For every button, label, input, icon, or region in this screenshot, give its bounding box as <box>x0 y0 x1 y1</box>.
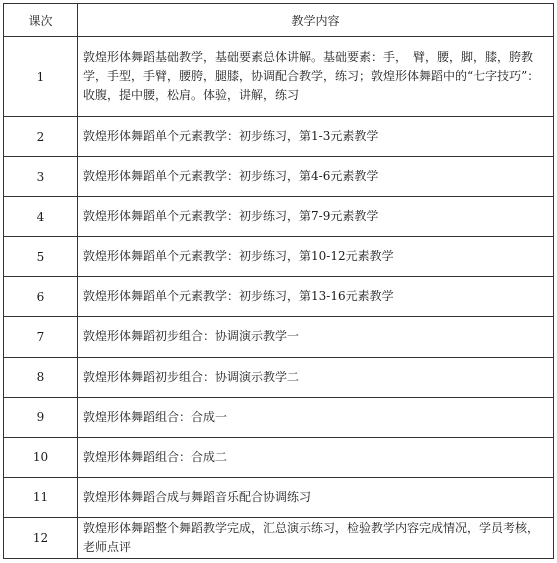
table-row <box>4 237 554 277</box>
lesson-number: 4 <box>4 197 78 237</box>
table-row <box>4 437 554 477</box>
lesson-number: 12 <box>4 517 78 558</box>
lesson-number: 3 <box>4 157 78 197</box>
lesson-content: 敦煌形体舞蹈合成与舞蹈音乐配合协调练习 <box>78 477 554 517</box>
header-teaching-content: 教学内容 <box>78 4 554 37</box>
lesson-content: 敦煌形体舞蹈单个元素教学：初步练习，第13-16元素教学 <box>78 277 554 317</box>
lesson-number: 5 <box>4 237 78 277</box>
table-row <box>4 357 554 397</box>
lesson-number: 7 <box>4 317 78 357</box>
lesson-content: 敦煌形体舞蹈初步组合：协调演示教学二 <box>78 357 554 397</box>
table-row <box>4 117 554 157</box>
lesson-content: 敦煌形体舞蹈整个舞蹈教学完成，汇总演示练习，检验教学内容完成情况，学员考核，老师点评 <box>78 517 554 558</box>
lesson-content: 敦煌形体舞蹈单个元素教学：初步练习，第4-6元素教学 <box>78 157 554 197</box>
lesson-number: 10 <box>4 437 78 477</box>
lesson-number: 11 <box>4 477 78 517</box>
lesson-content: 敦煌形体舞蹈初步组合：协调演示教学一 <box>78 317 554 357</box>
table-row <box>4 317 554 357</box>
lesson-content: 敦煌形体舞蹈单个元素教学：初步练习，第10-12元素教学 <box>78 237 554 277</box>
header-lesson-number: 课次 <box>4 4 78 37</box>
table-row <box>4 197 554 237</box>
lesson-content: 敦煌形体舞蹈组合：合成一 <box>78 397 554 437</box>
table-header-row <box>4 4 554 37</box>
table-row <box>4 157 554 197</box>
lesson-content: 敦煌形体舞蹈单个元素教学：初步练习，第7-9元素教学 <box>78 197 554 237</box>
table-row <box>4 277 554 317</box>
lesson-table <box>3 3 554 559</box>
lesson-content: 敦煌形体舞蹈基础教学，基础要素总体讲解。基础要素：手， 臂，腰，脚，膝，胯教学，手型，手臂，腰胯，腿膝，协调配合教学，练习；敦煌形体舞蹈中的“七字技巧”：收腹，提中腰，松肩。体验，讲解，练习 <box>78 37 554 117</box>
lesson-number: 6 <box>4 277 78 317</box>
lesson-content: 敦煌形体舞蹈组合：合成二 <box>78 437 554 477</box>
lesson-number: 9 <box>4 397 78 437</box>
table-row <box>4 37 554 117</box>
lesson-number: 2 <box>4 117 78 157</box>
lesson-content: 敦煌形体舞蹈单个元素教学：初步练习，第1-3元素教学 <box>78 117 554 157</box>
lesson-number: 8 <box>4 357 78 397</box>
table-row <box>4 477 554 517</box>
table-row <box>4 517 554 558</box>
lesson-number: 1 <box>4 37 78 117</box>
table-row <box>4 397 554 437</box>
